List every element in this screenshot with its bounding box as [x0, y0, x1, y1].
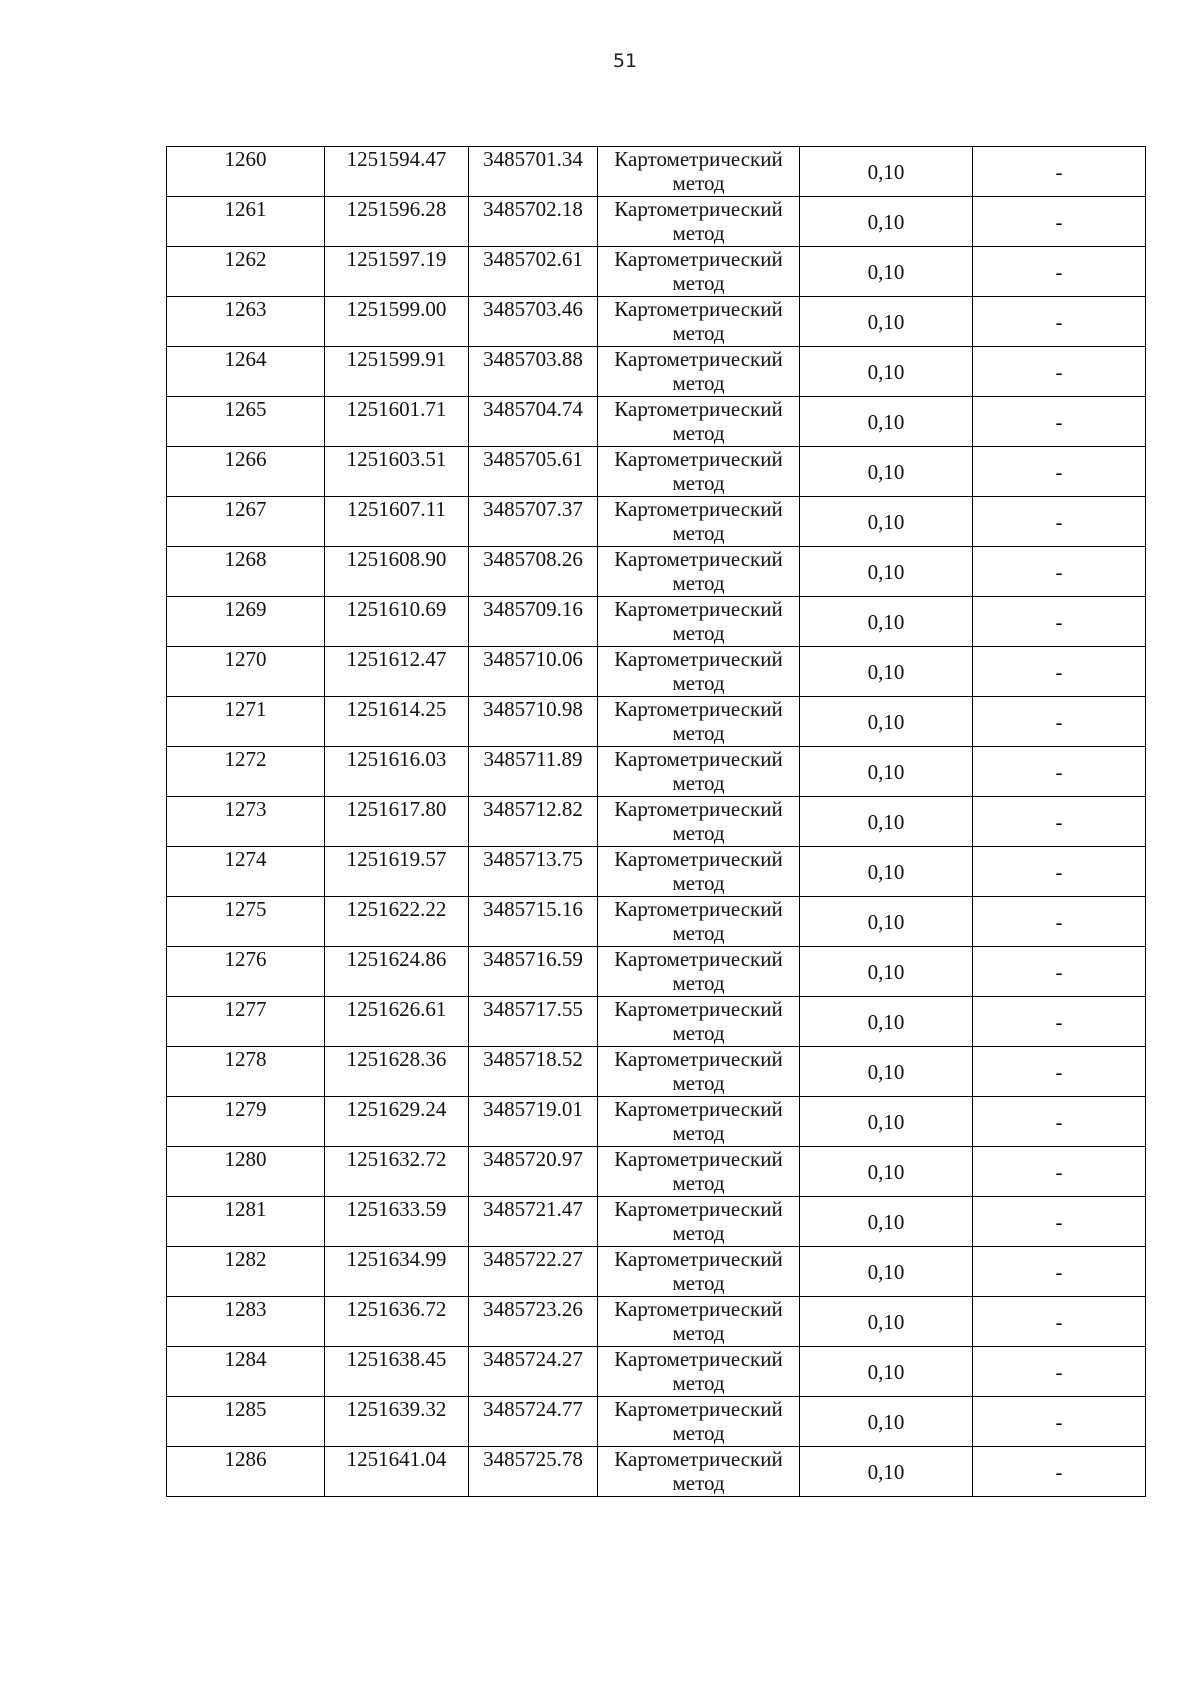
method-line1: Картометрический	[614, 297, 783, 321]
method-line2: метод	[672, 1171, 725, 1195]
table-row	[167, 847, 1146, 897]
x-coordinate-cell: 1251619.57	[325, 847, 469, 897]
accuracy-cell: 0,10	[800, 147, 973, 197]
table-row	[167, 1097, 1146, 1147]
note-cell: -	[973, 397, 1146, 447]
note-cell: -	[973, 1247, 1146, 1297]
method-line1: Картометрический	[614, 147, 783, 171]
method-line2: метод	[672, 421, 725, 445]
y-coordinate-cell: 3485703.88	[469, 347, 598, 397]
method-line2: метод	[672, 1271, 725, 1295]
accuracy-cell: 0,10	[800, 1397, 973, 1447]
method-cell	[598, 997, 800, 1047]
note-cell: -	[973, 147, 1146, 197]
note-cell: -	[973, 747, 1146, 797]
x-coordinate-cell: 1251597.19	[325, 247, 469, 297]
accuracy-cell: 0,10	[800, 1097, 973, 1147]
table-row	[167, 947, 1146, 997]
note-cell: -	[973, 1047, 1146, 1097]
method-line1: Картометрический	[614, 1347, 783, 1371]
accuracy-cell: 0,10	[800, 947, 973, 997]
method-line1: Картометрический	[614, 347, 783, 371]
y-coordinate-cell: 3485713.75	[469, 847, 598, 897]
point-number-cell: 1286	[167, 1447, 325, 1497]
method-cell	[598, 147, 800, 197]
accuracy-cell: 0,10	[800, 1297, 973, 1347]
y-coordinate-cell: 3485702.61	[469, 247, 598, 297]
method-cell	[598, 797, 800, 847]
method-line1: Картометрический	[614, 897, 783, 921]
x-coordinate-cell: 1251608.90	[325, 547, 469, 597]
note-cell: -	[973, 1347, 1146, 1397]
point-number-cell: 1260	[167, 147, 325, 197]
note-cell: -	[973, 497, 1146, 547]
y-coordinate-cell: 3485719.01	[469, 1097, 598, 1147]
accuracy-cell: 0,10	[800, 647, 973, 697]
note-cell: -	[973, 447, 1146, 497]
point-number-cell: 1280	[167, 1147, 325, 1197]
accuracy-cell: 0,10	[800, 297, 973, 347]
y-coordinate-cell: 3485704.74	[469, 397, 598, 447]
y-coordinate-cell: 3485708.26	[469, 547, 598, 597]
y-coordinate-cell: 3485702.18	[469, 197, 598, 247]
x-coordinate-cell: 1251628.36	[325, 1047, 469, 1097]
table-row	[167, 1347, 1146, 1397]
table-row	[167, 747, 1146, 797]
x-coordinate-cell: 1251599.91	[325, 347, 469, 397]
method-line1: Картометрический	[614, 797, 783, 821]
table-row	[167, 297, 1146, 347]
y-coordinate-cell: 3485722.27	[469, 1247, 598, 1297]
x-coordinate-cell: 1251594.47	[325, 147, 469, 197]
table-row	[167, 347, 1146, 397]
method-cell	[598, 1247, 800, 1297]
method-line1: Картометрический	[614, 447, 783, 471]
x-coordinate-cell: 1251636.72	[325, 1297, 469, 1347]
x-coordinate-cell: 1251626.61	[325, 997, 469, 1047]
note-cell: -	[973, 1447, 1146, 1497]
accuracy-cell: 0,10	[800, 347, 973, 397]
point-number-cell: 1268	[167, 547, 325, 597]
table-row	[167, 1447, 1146, 1497]
table-row	[167, 397, 1146, 447]
accuracy-cell: 0,10	[800, 597, 973, 647]
accuracy-cell: 0,10	[800, 247, 973, 297]
method-line1: Картометрический	[614, 847, 783, 871]
point-number-cell: 1270	[167, 647, 325, 697]
note-cell: -	[973, 1097, 1146, 1147]
point-number-cell: 1262	[167, 247, 325, 297]
method-cell	[598, 1397, 800, 1447]
method-line1: Картометрический	[614, 1097, 783, 1121]
point-number-cell: 1273	[167, 797, 325, 847]
method-line2: метод	[672, 721, 725, 745]
method-cell	[598, 397, 800, 447]
accuracy-cell: 0,10	[800, 197, 973, 247]
method-cell	[598, 1197, 800, 1247]
method-line1: Картометрический	[614, 747, 783, 771]
note-cell: -	[973, 847, 1146, 897]
method-line1: Картометрический	[614, 197, 783, 221]
method-line1: Картометрический	[614, 397, 783, 421]
point-number-cell: 1266	[167, 447, 325, 497]
note-cell: -	[973, 1297, 1146, 1347]
method-line1: Картометрический	[614, 1397, 783, 1421]
method-cell	[598, 597, 800, 647]
y-coordinate-cell: 3485725.78	[469, 1447, 598, 1497]
y-coordinate-cell: 3485710.98	[469, 697, 598, 747]
method-line2: метод	[672, 521, 725, 545]
accuracy-cell: 0,10	[800, 1147, 973, 1197]
y-coordinate-cell: 3485724.27	[469, 1347, 598, 1397]
x-coordinate-cell: 1251614.25	[325, 697, 469, 747]
table-row	[167, 147, 1146, 197]
method-cell	[598, 347, 800, 397]
method-cell	[598, 747, 800, 797]
point-number-cell: 1281	[167, 1197, 325, 1247]
method-line2: метод	[672, 1071, 725, 1095]
point-number-cell: 1275	[167, 897, 325, 947]
method-line2: метод	[672, 371, 725, 395]
note-cell: -	[973, 1397, 1146, 1447]
method-line2: метод	[672, 671, 725, 695]
method-cell	[598, 447, 800, 497]
point-number-cell: 1271	[167, 697, 325, 747]
coordinates-table-body	[167, 147, 1146, 1497]
x-coordinate-cell: 1251639.32	[325, 1397, 469, 1447]
method-line1: Картометрический	[614, 247, 783, 271]
method-cell	[598, 197, 800, 247]
table-row	[167, 647, 1146, 697]
table-row	[167, 1197, 1146, 1247]
method-cell	[598, 897, 800, 947]
method-cell	[598, 1147, 800, 1197]
method-line1: Картометрический	[614, 947, 783, 971]
method-line1: Картометрический	[614, 1247, 783, 1271]
method-line2: метод	[672, 1121, 725, 1145]
point-number-cell: 1283	[167, 1297, 325, 1347]
accuracy-cell: 0,10	[800, 397, 973, 447]
y-coordinate-cell: 3485716.59	[469, 947, 598, 997]
note-cell: -	[973, 897, 1146, 947]
x-coordinate-cell: 1251634.99	[325, 1247, 469, 1297]
point-number-cell: 1284	[167, 1347, 325, 1397]
note-cell: -	[973, 947, 1146, 997]
x-coordinate-cell: 1251607.11	[325, 497, 469, 547]
x-coordinate-cell: 1251612.47	[325, 647, 469, 697]
point-number-cell: 1279	[167, 1097, 325, 1147]
point-number-cell: 1272	[167, 747, 325, 797]
method-line2: метод	[672, 1021, 725, 1045]
x-coordinate-cell: 1251638.45	[325, 1347, 469, 1397]
y-coordinate-cell: 3485705.61	[469, 447, 598, 497]
method-line2: метод	[672, 571, 725, 595]
x-coordinate-cell: 1251616.03	[325, 747, 469, 797]
accuracy-cell: 0,10	[800, 1247, 973, 1297]
y-coordinate-cell: 3485701.34	[469, 147, 598, 197]
point-number-cell: 1267	[167, 497, 325, 547]
y-coordinate-cell: 3485707.37	[469, 497, 598, 547]
point-number-cell: 1278	[167, 1047, 325, 1097]
table-row	[167, 1147, 1146, 1197]
method-cell	[598, 247, 800, 297]
point-number-cell: 1261	[167, 197, 325, 247]
note-cell: -	[973, 647, 1146, 697]
accuracy-cell: 0,10	[800, 447, 973, 497]
y-coordinate-cell: 3485717.55	[469, 997, 598, 1047]
note-cell: -	[973, 797, 1146, 847]
table-row	[167, 547, 1146, 597]
method-cell	[598, 1447, 800, 1497]
method-cell	[598, 297, 800, 347]
x-coordinate-cell: 1251622.22	[325, 897, 469, 947]
note-cell: -	[973, 1197, 1146, 1247]
note-cell: -	[973, 197, 1146, 247]
point-number-cell: 1264	[167, 347, 325, 397]
method-line2: метод	[672, 1421, 725, 1445]
accuracy-cell: 0,10	[800, 497, 973, 547]
method-line2: метод	[672, 621, 725, 645]
accuracy-cell: 0,10	[800, 747, 973, 797]
method-line1: Картометрический	[614, 1297, 783, 1321]
method-cell	[598, 1297, 800, 1347]
method-cell	[598, 547, 800, 597]
accuracy-cell: 0,10	[800, 547, 973, 597]
method-cell	[598, 1047, 800, 1097]
method-cell	[598, 497, 800, 547]
method-cell	[598, 697, 800, 747]
method-cell	[598, 947, 800, 997]
y-coordinate-cell: 3485710.06	[469, 647, 598, 697]
method-line2: метод	[672, 1221, 725, 1245]
x-coordinate-cell: 1251641.04	[325, 1447, 469, 1497]
method-line2: метод	[672, 471, 725, 495]
method-line1: Картометрический	[614, 1047, 783, 1071]
coordinates-table	[166, 146, 1146, 1497]
point-number-cell: 1277	[167, 997, 325, 1047]
method-line2: метод	[672, 171, 725, 195]
accuracy-cell: 0,10	[800, 1447, 973, 1497]
x-coordinate-cell: 1251603.51	[325, 447, 469, 497]
x-coordinate-cell: 1251617.80	[325, 797, 469, 847]
note-cell: -	[973, 997, 1146, 1047]
page-number: 51	[612, 50, 638, 72]
x-coordinate-cell: 1251624.86	[325, 947, 469, 997]
point-number-cell: 1285	[167, 1397, 325, 1447]
method-line1: Картометрический	[614, 497, 783, 521]
method-line1: Картометрический	[614, 647, 783, 671]
note-cell: -	[973, 347, 1146, 397]
note-cell: -	[973, 547, 1146, 597]
accuracy-cell: 0,10	[800, 847, 973, 897]
note-cell: -	[973, 1147, 1146, 1197]
method-line1: Картометрический	[614, 997, 783, 1021]
point-number-cell: 1263	[167, 297, 325, 347]
x-coordinate-cell: 1251596.28	[325, 197, 469, 247]
point-number-cell: 1282	[167, 1247, 325, 1297]
y-coordinate-cell: 3485724.77	[469, 1397, 598, 1447]
note-cell: -	[973, 697, 1146, 747]
accuracy-cell: 0,10	[800, 797, 973, 847]
x-coordinate-cell: 1251632.72	[325, 1147, 469, 1197]
table-row	[167, 1047, 1146, 1097]
x-coordinate-cell: 1251599.00	[325, 297, 469, 347]
y-coordinate-cell: 3485720.97	[469, 1147, 598, 1197]
method-cell	[598, 647, 800, 697]
table-row	[167, 197, 1146, 247]
point-number-cell: 1276	[167, 947, 325, 997]
accuracy-cell: 0,10	[800, 1347, 973, 1397]
method-line2: метод	[672, 1471, 725, 1495]
method-line1: Картометрический	[614, 1197, 783, 1221]
y-coordinate-cell: 3485711.89	[469, 747, 598, 797]
table-row	[167, 697, 1146, 747]
note-cell: -	[973, 247, 1146, 297]
y-coordinate-cell: 3485712.82	[469, 797, 598, 847]
method-line1: Картометрический	[614, 597, 783, 621]
x-coordinate-cell: 1251601.71	[325, 397, 469, 447]
table-row	[167, 997, 1146, 1047]
x-coordinate-cell: 1251629.24	[325, 1097, 469, 1147]
method-cell	[598, 1097, 800, 1147]
y-coordinate-cell: 3485715.16	[469, 897, 598, 947]
y-coordinate-cell: 3485718.52	[469, 1047, 598, 1097]
table-row	[167, 497, 1146, 547]
method-line1: Картометрический	[614, 547, 783, 571]
table-row	[167, 597, 1146, 647]
method-line2: метод	[672, 871, 725, 895]
method-line1: Картометрический	[614, 1447, 783, 1471]
method-cell	[598, 847, 800, 897]
method-line2: метод	[672, 321, 725, 345]
method-line2: метод	[672, 971, 725, 995]
table-row	[167, 1397, 1146, 1447]
method-cell	[598, 1347, 800, 1397]
accuracy-cell: 0,10	[800, 897, 973, 947]
method-line2: метод	[672, 1371, 725, 1395]
y-coordinate-cell: 3485703.46	[469, 297, 598, 347]
point-number-cell: 1274	[167, 847, 325, 897]
table-row	[167, 447, 1146, 497]
table-row	[167, 247, 1146, 297]
y-coordinate-cell: 3485709.16	[469, 597, 598, 647]
y-coordinate-cell: 3485721.47	[469, 1197, 598, 1247]
method-line2: метод	[672, 1321, 725, 1345]
table-row	[167, 797, 1146, 847]
y-coordinate-cell: 3485723.26	[469, 1297, 598, 1347]
note-cell: -	[973, 297, 1146, 347]
method-line2: метод	[672, 771, 725, 795]
accuracy-cell: 0,10	[800, 697, 973, 747]
method-line2: метод	[672, 221, 725, 245]
point-number-cell: 1269	[167, 597, 325, 647]
method-line2: метод	[672, 821, 725, 845]
accuracy-cell: 0,10	[800, 997, 973, 1047]
x-coordinate-cell: 1251633.59	[325, 1197, 469, 1247]
table-row	[167, 1247, 1146, 1297]
table-row	[167, 897, 1146, 947]
accuracy-cell: 0,10	[800, 1197, 973, 1247]
method-line1: Картометрический	[614, 1147, 783, 1171]
method-line2: метод	[672, 921, 725, 945]
table-row	[167, 1297, 1146, 1347]
note-cell: -	[973, 597, 1146, 647]
method-line1: Картометрический	[614, 697, 783, 721]
x-coordinate-cell: 1251610.69	[325, 597, 469, 647]
method-line2: метод	[672, 271, 725, 295]
accuracy-cell: 0,10	[800, 1047, 973, 1097]
point-number-cell: 1265	[167, 397, 325, 447]
